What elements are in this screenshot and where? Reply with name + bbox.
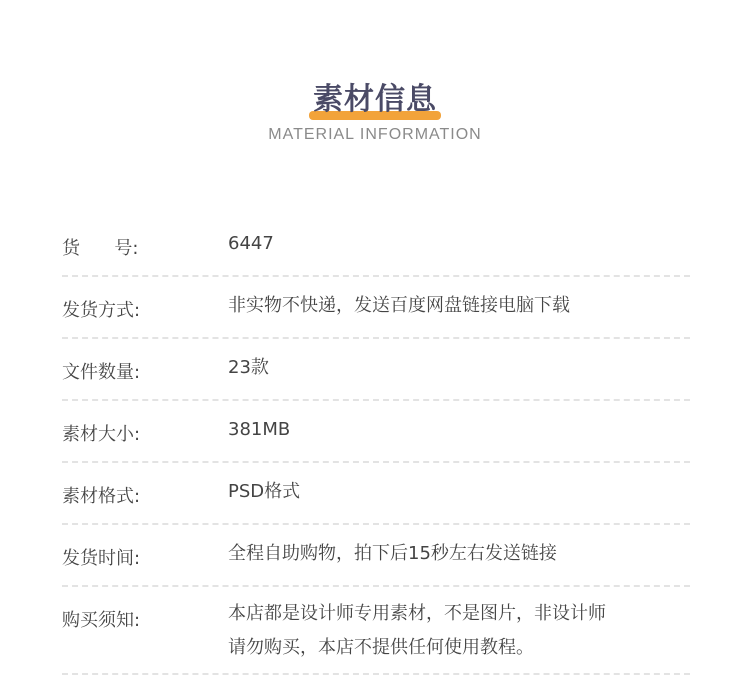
info-label: 购买须知:	[62, 610, 141, 631]
info-value: 全程自助购物，拍下后15秒左右发送链接	[228, 543, 557, 564]
info-label: 素材格式:	[62, 486, 141, 507]
notice-line: 本店都是设计师专用素材，不是图片，非设计师	[228, 603, 606, 624]
info-label: 发货方式:	[62, 300, 141, 321]
info-row-delivery-time	[62, 525, 690, 587]
info-row-purchase-notice	[62, 587, 690, 675]
info-row-file-format	[62, 463, 690, 525]
page-subtitle: MATERIAL INFORMATION	[268, 126, 482, 143]
info-row-delivery-method	[62, 277, 690, 339]
info-label: 货 号:	[62, 238, 139, 259]
info-value: 6447	[228, 233, 274, 254]
info-label: 素材大小:	[62, 424, 141, 445]
page-title: 素材信息	[313, 82, 437, 117]
info-label: 发货时间:	[62, 548, 141, 569]
material-info-list	[62, 215, 690, 675]
info-value: 381MB	[228, 419, 291, 440]
info-value	[228, 597, 688, 665]
info-row-file-size	[62, 401, 690, 463]
notice-line: 请勿购买，本店不提供任何使用教程。	[228, 637, 534, 658]
info-value: 非实物不快递，发送百度网盘链接电脑下载	[228, 295, 570, 316]
info-row-item-number	[62, 215, 690, 277]
info-value: PSD格式	[228, 481, 301, 502]
info-label: 文件数量:	[62, 362, 141, 383]
section-header	[0, 78, 750, 144]
title-wrap	[309, 78, 441, 122]
info-value: 23款	[228, 357, 269, 378]
info-row-file-count	[62, 339, 690, 401]
